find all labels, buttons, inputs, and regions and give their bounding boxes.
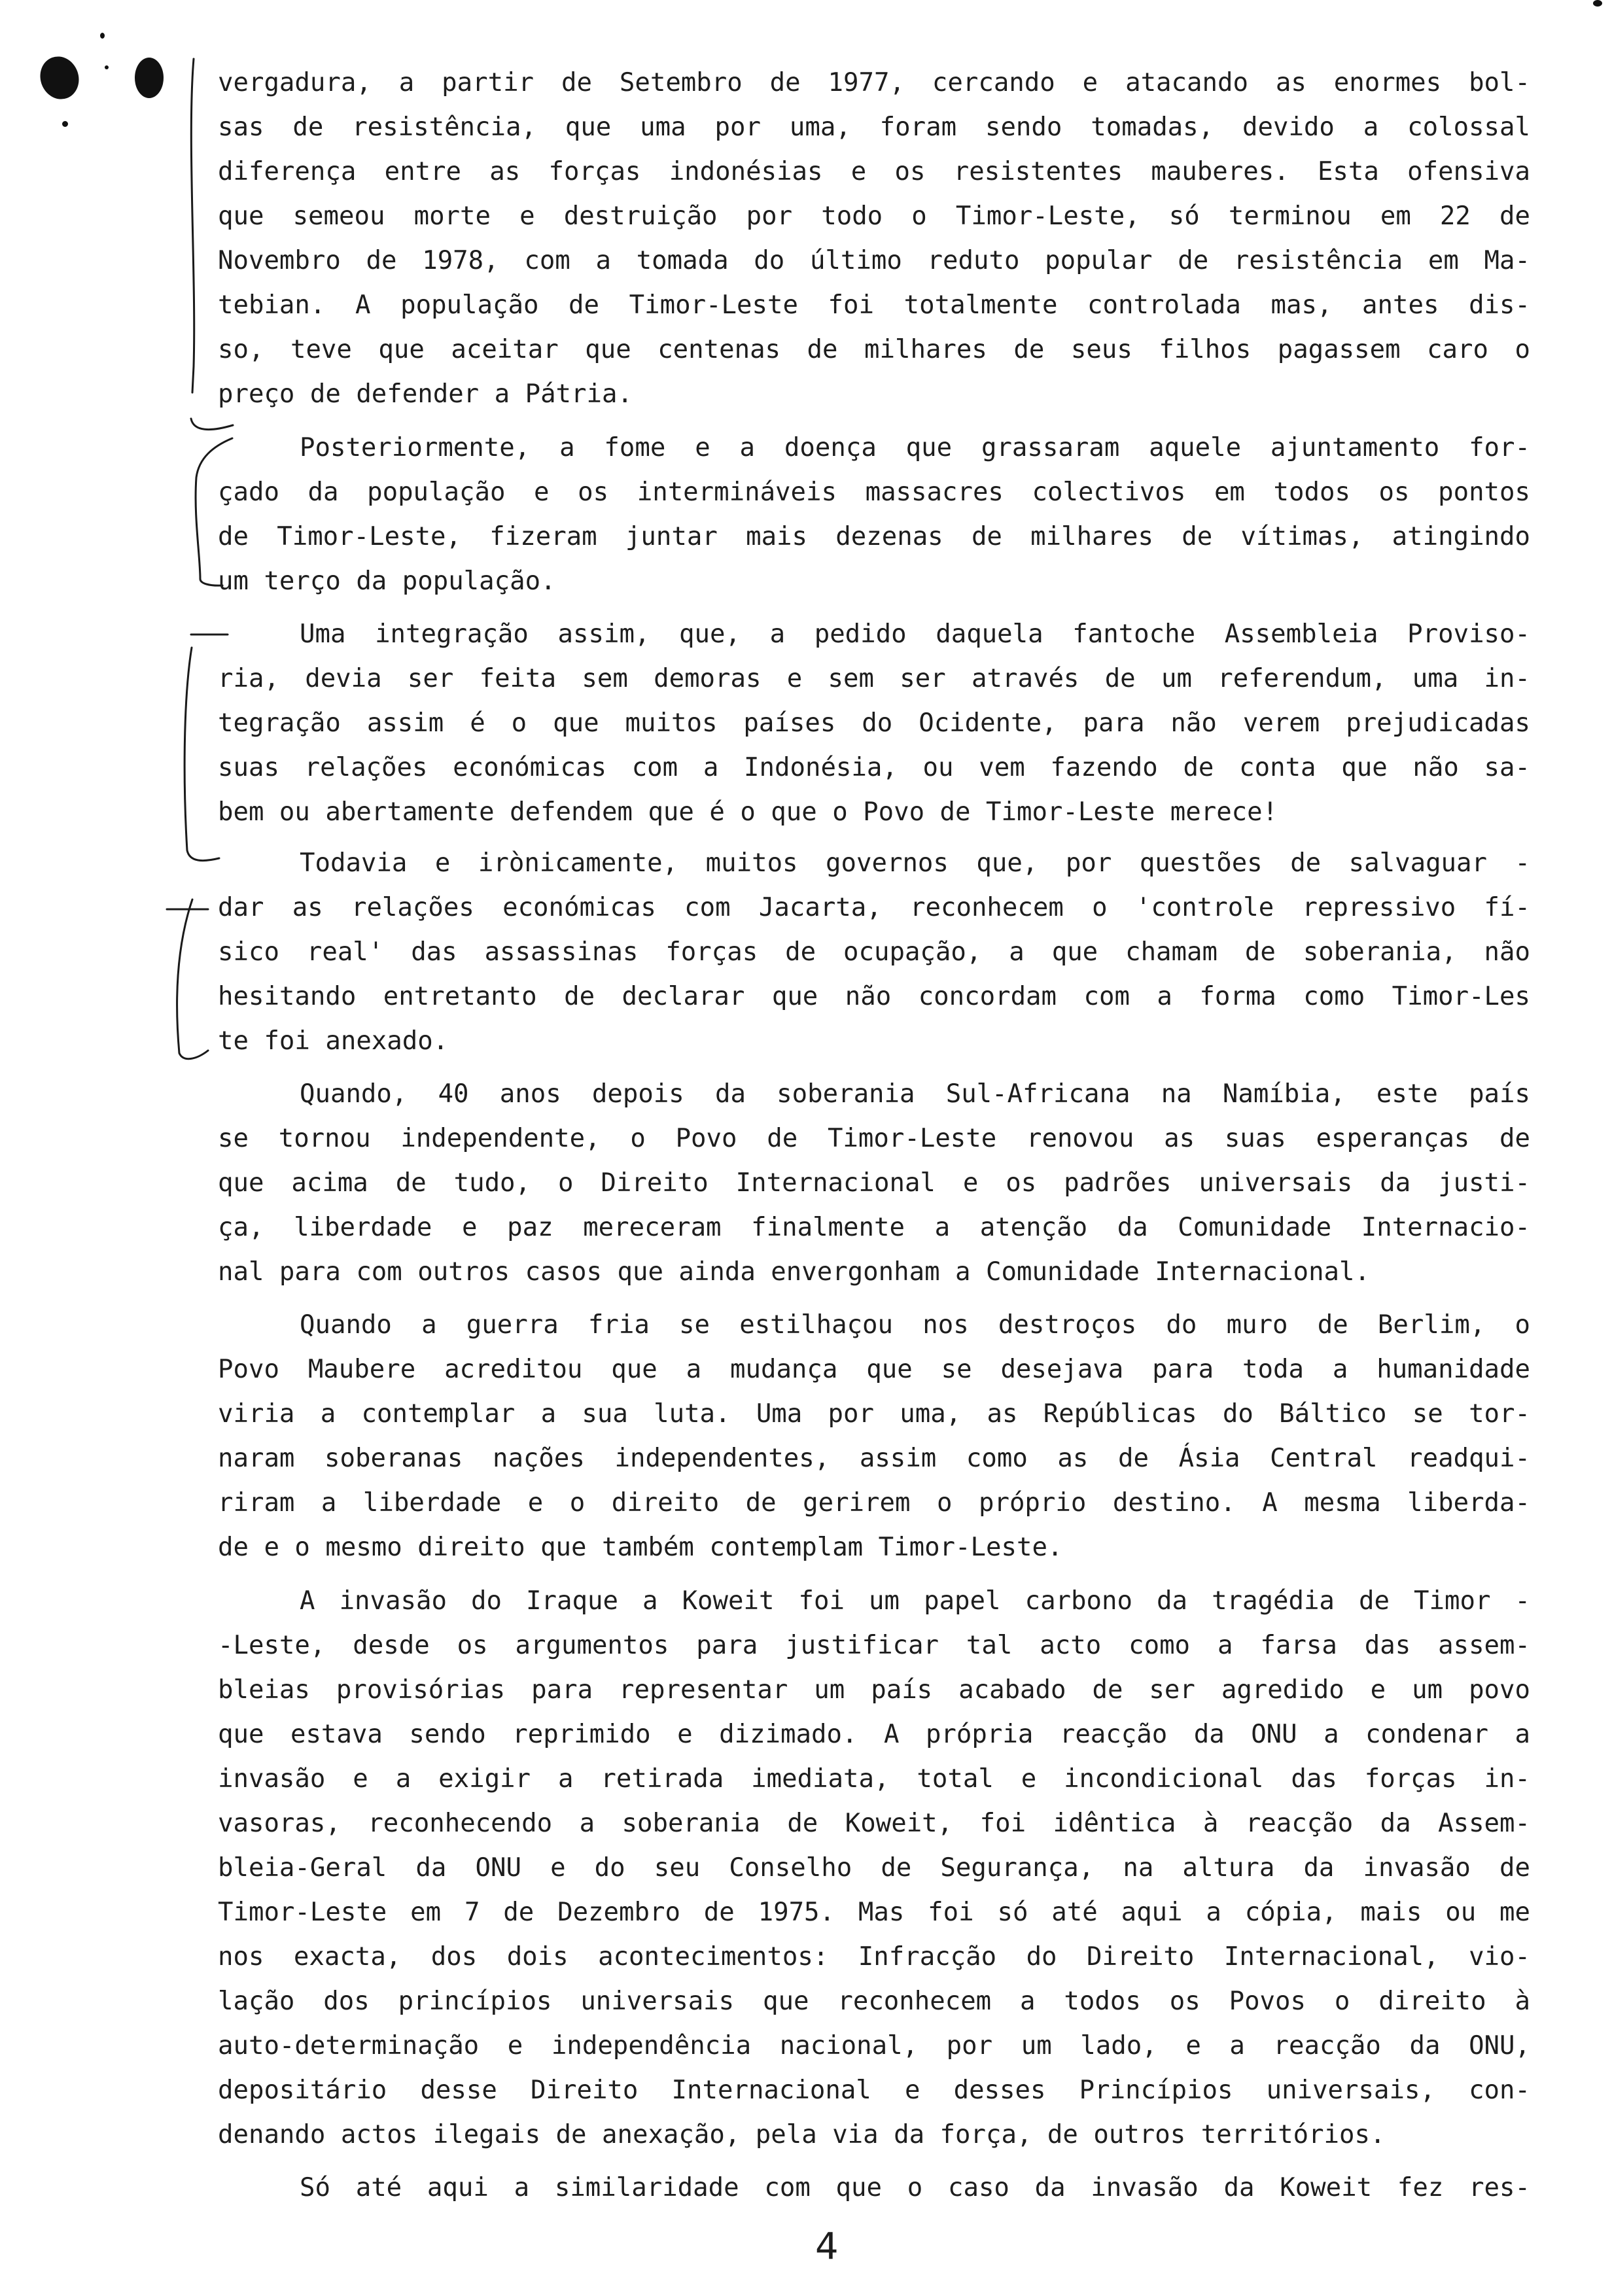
text-line: depositário desse Direito Internacional e desses Princípios universais, con- (218, 2076, 1530, 2105)
text-line: preço de defender a Pátria. (218, 379, 633, 409)
text-line: denando actos ilegais de anexação, pela via da força, de outros territórios. (218, 2120, 1386, 2149)
text-line: dar as relações económicas com Jacarta, reconhecem o 'controle repressivo fí- (218, 893, 1530, 922)
text-line: tegração assim é o que muitos países do Ocidente, para não verem prejudicadas (218, 708, 1530, 738)
text-line: bem ou abertamente defendem que é o que o Povo de Timor-Leste merece! (218, 797, 1278, 827)
text-line: vasoras, reconhecendo a soberania de Koweit, foi idêntica à reacção da Assem- (218, 1809, 1530, 1838)
text-line: invasão e a exigir a retirada imediata, total e incondicional das forças in- (218, 1764, 1530, 1794)
text-line: de e o mesmo direito que também contemplam Timor-Leste. (218, 1533, 1063, 1562)
text-line: tebian. A população de Timor-Leste foi totalmente controlada mas, antes dis- (218, 290, 1530, 320)
text-line: Quando a guerra fria se estilhaçou nos destroços do muro de Berlim, o (300, 1310, 1530, 1340)
text-line: suas relações económicas com a Indonésia, ou vem fazendo de conta que não sa- (218, 753, 1530, 782)
text-line: se tornou independente, o Povo de Timor-Leste renovou as suas esperanças de (218, 1124, 1530, 1153)
text-line: ça, liberdade e paz mereceram finalmente a atenção da Comunidade Internacio- (218, 1213, 1530, 1242)
text-line: Povo Maubere acreditou que a mudança que se desejava para toda a humanidade (218, 1355, 1530, 1384)
text-line: Posteriormente, a fome e a doença que grassaram aquele ajuntamento for- (300, 433, 1530, 462)
text-line: te foi anexado. (218, 1026, 449, 1056)
text-line: so, teve que aceitar que centenas de milhares de seus filhos pagassem caro o (218, 335, 1530, 364)
text-line: Uma integração assim, que, a pedido daquela fantoche Assembleia Proviso- (300, 619, 1530, 649)
text-line: viria a contemplar a sua luta. Uma por uma, as Repúblicas do Báltico se tor- (218, 1399, 1530, 1429)
text-line: riram a liberdade e o direito de gerirem o próprio destino. A mesma liberda- (218, 1488, 1530, 1518)
text-line: que estava sendo reprimido e dizimado. A própria reacção da ONU a condenar a (218, 1720, 1530, 1749)
text-line: çado da população e os intermináveis massacres colectivos em todos os pontos (218, 478, 1530, 507)
text-line: Timor-Leste em 7 de Dezembro de 1975. Mas foi só até aqui a cópia, mais ou me (218, 1898, 1530, 1927)
text-line: Todavia e irònicamente, muitos governos que, por questões de salvaguar - (300, 848, 1530, 878)
text-line: ria, devia ser feita sem demoras e sem ser através de um referendum, uma in- (218, 664, 1530, 693)
text-line: nal para com outros casos que ainda envergonham a Comunidade Internacional. (218, 1257, 1370, 1287)
text-line: sas de resistência, que uma por uma, foram sendo tomadas, devido a colossal (218, 113, 1530, 142)
text-line: bleias provisórias para representar um país acabado de ser agredido e um povo (218, 1675, 1530, 1705)
text-line: Novembro de 1978, com a tomada do último reduto popular de resistência em Ma- (218, 246, 1530, 275)
text-line: A invasão do Iraque a Koweit foi um papel carbono da tragédia de Timor - (300, 1586, 1530, 1616)
text-line: sico real' das assassinas forças de ocupação, a que chamam de soberania, não (218, 937, 1530, 967)
text-line: de Timor-Leste, fizeram juntar mais dezenas de milhares de vítimas, atingindo (218, 522, 1530, 551)
text-line: -Leste, desde os argumentos para justificar tal acto como a farsa das assem- (218, 1631, 1530, 1660)
text-line: lação dos princípios universais que reconhecem a todos os Povos o direito à (218, 1987, 1530, 2016)
page-number: 4 (815, 2225, 839, 2268)
text-line: hesitando entretanto de declarar que não concordam com a forma como Timor-Les (218, 982, 1530, 1011)
text-line: um terço da população. (218, 566, 556, 596)
text-line: que semeou morte e destruição por todo o Timor-Leste, só terminou em 22 de (218, 201, 1530, 231)
text-line: bleia-Geral da ONU e do seu Conselho de Segurança, na altura da invasão de (218, 1853, 1530, 1883)
text-line: que acima de tudo, o Direito Internacional e os padrões universais da justi- (218, 1168, 1530, 1198)
text-line: diferença entre as forças indonésias e os resistentes mauberes. Esta ofensiva (218, 157, 1530, 186)
text-line: nos exacta, dos dois acontecimentos: Infracção do Direito Internacional, vio- (218, 1942, 1530, 1972)
text-line: Só até aqui a similaridade com que o caso da invasão da Koweit fez res- (300, 2173, 1530, 2202)
text-line: Quando, 40 anos depois da soberania Sul-Africana na Namíbia, este país (300, 1079, 1530, 1109)
text-line: auto-determinação e independência nacional, por um lado, e a reacção da ONU, (218, 2031, 1530, 2061)
text-line: naram soberanas nações independentes, assim como as de Ásia Central readqui- (218, 1444, 1530, 1473)
text-line: vergadura, a partir de Setembro de 1977, cercando e atacando as enormes bol- (218, 68, 1530, 97)
